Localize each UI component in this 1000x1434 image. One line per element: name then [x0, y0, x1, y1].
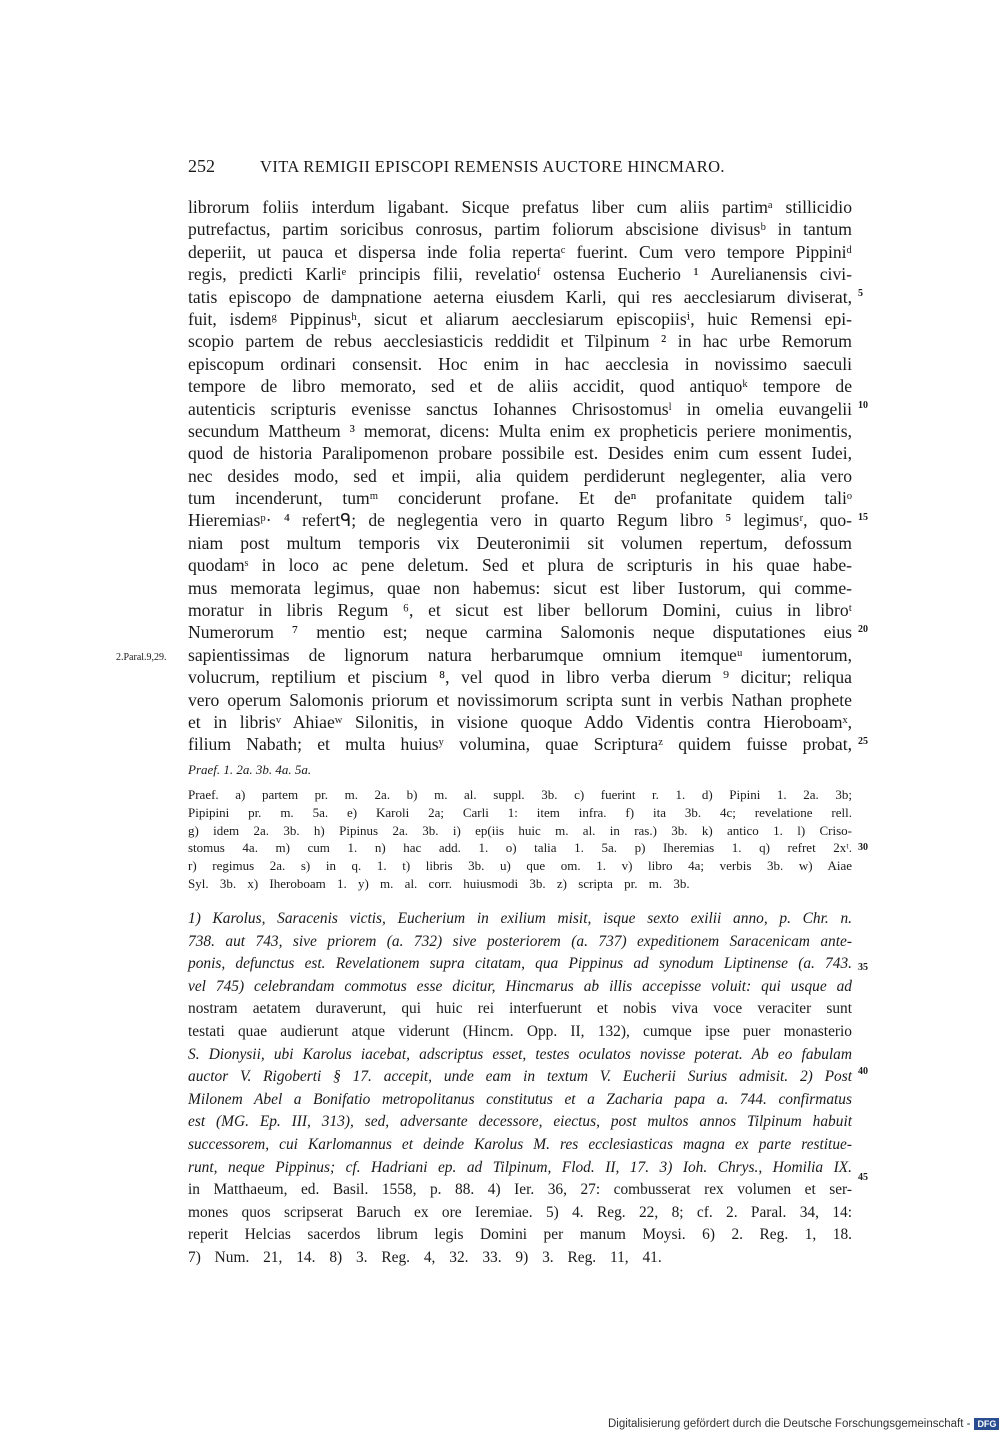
line-number: 45: [858, 1172, 868, 1183]
text-line: scopio partem de rebus aecclesiasticis reddidit et Tilpinum ² in hac urbe Remorum: [188, 331, 852, 352]
page-header: [188, 156, 850, 180]
apparatus-line: Pipipini pr. m. 5a. e) Karoli 2a; Carli 1: item infra. f) ita 3b. 4c; revelatione rell.: [188, 804, 852, 820]
text-line: volucrum, reptilium et piscium ⁸, vel quod in libro verba dierum ⁹ dicitur; reliqua: [188, 667, 852, 688]
text-line: episcopum ordinari consensit. Hoc enim in hac aecclesia in novissimo saeculi: [188, 353, 852, 374]
footnote-line: ponis, defunctus est. Revelationem supra citatam, qua Pippinus ad synodum Liptinense (a. 743.: [188, 955, 852, 973]
footnote-line: reperit Helcias sacerdos librum legis Domini per manum Moysi. 6) 2. Reg. 1, 18.: [188, 1226, 852, 1244]
line-number: 10: [858, 400, 868, 411]
text-line: moratur in libris Regum ⁶, et sicut est liber bellorum Domini, cuius in libroᵗ: [188, 600, 852, 621]
apparatus-line: r) regimus 2a. s) in q. 1. t) libris 3b. u) que om. 1. v) libro 4a; verbis 3b. w) Aiae: [188, 858, 852, 874]
footnote-line: runt, neque Pippinus; cf. Hadriani ep. ad Tilpinum, Flod. II, 17. 3) Ioh. Chrys., Homilia IX.: [188, 1158, 852, 1176]
text-line: niam post multum temporis vix Deuteronimii sit volumen repertum, defossum: [188, 532, 852, 553]
text-line: tempore de libro memorato, sed et de aliis accidit, quod antiquoᵏ tempore de: [188, 376, 852, 397]
credit-text: Digitalisierung gefördert durch die Deutsche Forschungsgemeinschaft -: [608, 1418, 971, 1431]
apparatus-line: g) idem 2a. 3b. h) Pipinus 2a. 3b. i) ep(iis huic m. al. in ras.) 3b. k) antico 1. l) Criso-: [188, 822, 852, 838]
text-line: quod de historia Paralipomenon probare possibile est. Desides enim cum essent Iudei,: [188, 443, 852, 464]
main-text: [188, 196, 852, 756]
footnote-line: 7) Num. 21, 14. 8) 3. Reg. 4, 32. 33. 9) 3. Reg. 11, 41.: [188, 1248, 662, 1266]
footnote-line: auctor V. Rigoberti § 17. accepit, unde eam in textum V. Eucherii Surius admisit. 2) Post: [188, 1068, 852, 1086]
line-number: 20: [858, 624, 868, 635]
footnote-line: testati quae audierunt atque viderunt (Hincm. Opp. II, 132), cumque ipse puer monasterio: [188, 1022, 852, 1040]
text-line: sapientissimas de lignorum natura herbarumque omnium itemqueᵘ iumentorum,: [188, 644, 852, 665]
line-number: 25: [858, 736, 868, 747]
line-number: 5: [858, 288, 863, 299]
text-line: tum incenderunt, tumᵐ conciderunt profane. Et deⁿ profanitate quidem taliᵒ: [188, 488, 852, 509]
text-line: fuit, isdemᵍ Pippinusʰ, sicut et aliarum aecclesiarum episcopiisⁱ, huic Remensi epi-: [188, 308, 852, 329]
line-number: 35: [858, 962, 868, 973]
line-number: 15: [858, 512, 868, 523]
text-line: Hieremiasᵖ· ⁴ refertᑫ; de neglegentia vero in quarto Regum libro ⁵ legimusʳ, quo-: [188, 510, 852, 531]
text-line: autenticis scripturis evenisse sanctus Iohannes Chrisostomusˡ in omelia euvangelii: [188, 398, 852, 419]
text-line: regis, predicti Karliᵉ principis filii, revelatioᶠ ostensa Eucherio ¹ Aurelianensis civi-: [188, 264, 852, 285]
margin-note: 2.Paral.9,29.: [116, 652, 167, 663]
text-line: secundum Mattheum ³ memorat, dicens: Multa enim ex propheticis periere monimentis,: [188, 420, 852, 441]
footnote-line: nostram aetatem duraverunt, qui huic rei interfuerunt et nobis viva voce veraciter sunt: [188, 1000, 852, 1018]
text-line: tatis episcopo de dampnatione aeterna eiusdem Karli, qui res aecclesiarum diviserat,: [188, 286, 852, 307]
footnote-line: successorem, cui Karlomannus et deinde Karolus M. res ecclesiasticas magna ex parte restitue-: [188, 1135, 852, 1153]
line-number: 40: [858, 1066, 868, 1077]
footnote-line: mones quos scripserat Baruch ex ore Ieremiae. 5) 4. Reg. 22, 8; cf. 2. Paral. 34, 14:: [188, 1203, 852, 1221]
footnote-line: S. Dionysii, ubi Karolus iacebat, adscriptus esset, testes oculatos novisse poterat. Ab eo fabulam: [188, 1045, 852, 1063]
apparatus-line: Praef. a) partem pr. m. 2a. b) m. al. suppl. 3b. c) fuerint r. 1. d) Pipini 1. 2a. 3b;: [188, 787, 852, 802]
page-number: 252: [188, 156, 215, 176]
sources-line: Praef. 1. 2a. 3b. 4a. 5a.: [188, 762, 312, 777]
text-line: mus memorata legimus, quae non habemus: sicut est liber Iustorum, qui comme-: [188, 577, 852, 598]
text-line: et in librisᵛ Ahiaeʷ Silonitis, in visione quoque Addo Videntis contra Hieroboamˣ,: [188, 711, 852, 732]
footnote-line: 738. aut 743, sive priorem (a. 732) sive posteriorem (a. 737) expeditionem Saracenicam ante-: [188, 932, 852, 950]
footnotes: [188, 908, 852, 1270]
apparatus-line: stomus 4a. m) cum 1. n) hac add. 1. o) talia 1. 5a. p) Iheremias 1. q) refret 2xᵗ.: [188, 840, 852, 856]
apparatus-line: Syl. 3b. x) Iheroboam 1. y) m. al. corr. huiusmodi 3b. z) scripta pr. m. 3b.: [188, 875, 690, 891]
dfg-logo: DFG: [974, 1418, 999, 1430]
digitization-credit: [608, 1418, 999, 1430]
footnote-line: Milonem Abel a Bonifatio metropolitanus constitutus et a Zacharia papa a. 744. confirmatus: [188, 1090, 852, 1108]
footnote-line: est (MG. Ep. III, 313), sed, adversante decessore, eiectus, post multos annos Tilpinum habuit: [188, 1113, 852, 1131]
footnote-line: vel 745) celebrandam commotus esse dicitur, Hincmarus ab illis accepisse voluit: qui usque ad: [188, 977, 852, 995]
footnote-line: in Matthaeum, ed. Basil. 1558, p. 88. 4) Ier. 36, 27: combusserat rex volumen et ser-: [188, 1181, 852, 1199]
text-line: librorum foliis interdum ligabant. Sicque prefatus liber cum aliis partimᵃ stillicidio: [188, 197, 852, 217]
text-line: deperiit, ut pauca et dispersa inde folia repertaᶜ fuerint. Cum vero tempore Pippiniᵈ: [188, 241, 852, 262]
line-number: 30: [858, 842, 868, 853]
critical-apparatus: [188, 786, 852, 893]
text-line: vero operum Salomonis priorum et novissimorum scripta sunt in verbis Nathan prophete: [188, 689, 852, 710]
text-line: quodamˢ in loco ac pene deletum. Sed et plura de scripturis in his quae habe-: [188, 555, 852, 576]
running-title: VITA REMIGII EPISCOPI REMENSIS AUCTORE HINCMARO.: [260, 157, 725, 176]
text-line: putrefactus, partim soricibus conrosus, partim foliorum abscisione divisusᵇ in tantum: [188, 219, 852, 240]
text-line: nec desides modo, sed et impii, alia quidem perdiderunt neglegenter, alia vero: [188, 465, 852, 486]
text-line: Numerorum ⁷ mentio est; neque carmina Salomonis neque disputationes eius: [188, 622, 852, 643]
text-line: filium Nabath; et multa huiusʸ volumina, quae Scripturaᶻ quidem fuisse probat,: [188, 734, 852, 755]
footnote-line: 1) Karolus, Saracenis victis, Eucherium in exilium misit, isque sexto exilii anno, p. Chr. n.: [188, 910, 852, 927]
